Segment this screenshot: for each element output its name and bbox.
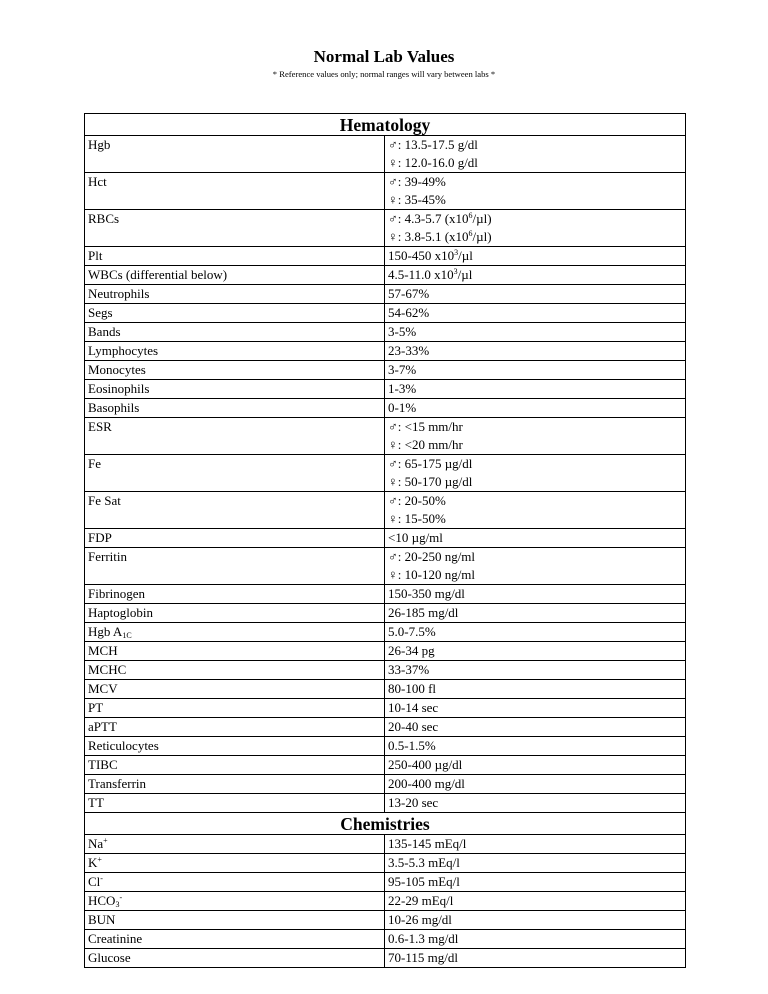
table-row xyxy=(85,492,686,529)
test-name: Segs xyxy=(85,304,385,323)
test-name: Cl- xyxy=(85,873,385,892)
section-heading: Chemistries xyxy=(85,813,686,835)
section-header-row xyxy=(85,114,686,136)
table-row xyxy=(85,399,686,418)
reference-range xyxy=(385,548,686,585)
range-line: <10 µg/ml xyxy=(388,530,443,545)
test-name: Transferrin xyxy=(85,775,385,794)
reference-range xyxy=(385,604,686,623)
reference-range xyxy=(385,911,686,930)
test-name: WBCs (differential below) xyxy=(85,266,385,285)
test-name: Ferritin xyxy=(85,548,385,585)
range-line: 135-145 mEq/l xyxy=(388,836,467,851)
table-row xyxy=(85,737,686,756)
reference-range xyxy=(385,399,686,418)
reference-range xyxy=(385,529,686,548)
range-line: 200-400 mg/dl xyxy=(388,776,465,791)
reference-range xyxy=(385,266,686,285)
test-name: Na+ xyxy=(85,835,385,854)
range-line: 0-1% xyxy=(388,400,417,415)
table-row xyxy=(85,718,686,737)
table-row xyxy=(85,661,686,680)
test-name: Haptoglobin xyxy=(85,604,385,623)
table-row xyxy=(85,642,686,661)
table-row xyxy=(85,548,686,585)
table-row xyxy=(85,854,686,873)
range-line: 3-5% xyxy=(388,324,417,339)
lab-values-table xyxy=(84,113,686,968)
test-name: $HCO_3^-$ xyxy=(85,892,385,911)
test-name: BUN xyxy=(85,911,385,930)
test-name: Hct xyxy=(85,173,385,210)
reference-range xyxy=(385,210,686,247)
range-line: ♂: <15 mm/hr xyxy=(388,419,463,434)
reference-range xyxy=(385,361,686,380)
test-name: Fe xyxy=(85,455,385,492)
test-name: ESR xyxy=(85,418,385,455)
range-line: 0.6-1.3 mg/dl xyxy=(388,931,459,946)
table-row xyxy=(85,136,686,173)
range-line: ♀: 50-170 µg/dl xyxy=(388,474,473,489)
section-heading: Hematology xyxy=(85,114,686,136)
test-name: Eosinophils xyxy=(85,380,385,399)
table-row xyxy=(85,173,686,210)
range-line: 33-37% xyxy=(388,662,430,677)
table-row xyxy=(85,949,686,968)
test-name: Plt xyxy=(85,247,385,266)
range-line: 5.0-7.5% xyxy=(388,624,436,639)
table-row xyxy=(85,247,686,266)
reference-range xyxy=(385,949,686,968)
table-row xyxy=(85,304,686,323)
reference-range xyxy=(385,854,686,873)
reference-range xyxy=(385,737,686,756)
range-line: ♀: 3.8-5.1 $(x10^6/\mu l)$ xyxy=(388,229,492,244)
reference-range xyxy=(385,136,686,173)
table-row xyxy=(85,892,686,911)
reference-range xyxy=(385,775,686,794)
table-row xyxy=(85,361,686,380)
test-name: K+ xyxy=(85,854,385,873)
reference-range xyxy=(385,661,686,680)
reference-range xyxy=(385,285,686,304)
table-row xyxy=(85,585,686,604)
range-line: 57-67% xyxy=(388,286,430,301)
page-title: Normal Lab Values xyxy=(313,47,455,66)
table-row xyxy=(85,911,686,930)
test-name: Bands xyxy=(85,323,385,342)
reference-range xyxy=(385,418,686,455)
test-name: Fibrinogen xyxy=(85,585,385,604)
reference-range xyxy=(385,794,686,813)
range-line: 70-115 mg/dl xyxy=(388,950,458,965)
test-name: Fe Sat xyxy=(85,492,385,529)
range-line: 3.5-5.3 mEq/l xyxy=(388,855,460,870)
test-name: Neutrophils xyxy=(85,285,385,304)
reference-range xyxy=(385,892,686,911)
table-row xyxy=(85,699,686,718)
reference-range xyxy=(385,304,686,323)
page-subtitle: * Reference values only; normal ranges will vary between labs * xyxy=(272,69,496,79)
table-row xyxy=(85,623,686,642)
reference-range xyxy=(385,873,686,892)
reference-range xyxy=(385,642,686,661)
range-line: 95-105 mEq/l xyxy=(388,874,460,889)
table-row xyxy=(85,529,686,548)
table-row xyxy=(85,794,686,813)
table-row xyxy=(85,604,686,623)
test-name: Hgb xyxy=(85,136,385,173)
test-name: aPTT xyxy=(85,718,385,737)
table-row xyxy=(85,380,686,399)
range-line: ♀: 15-50% xyxy=(388,511,446,526)
section-header-row xyxy=(85,813,686,835)
range-line: 150-450 $x10^3/\mu l$ xyxy=(388,248,473,263)
reference-range xyxy=(385,718,686,737)
reference-range xyxy=(385,756,686,775)
range-line: 10-26 mg/dl xyxy=(388,912,452,927)
table-row xyxy=(85,323,686,342)
range-line: 26-185 mg/dl xyxy=(388,605,459,620)
range-line: 0.5-1.5% xyxy=(388,738,436,753)
test-name: Basophils xyxy=(85,399,385,418)
range-line: ♀: 10-120 ng/ml xyxy=(388,567,476,582)
table-row xyxy=(85,285,686,304)
reference-range xyxy=(385,492,686,529)
reference-range xyxy=(385,380,686,399)
test-name: MCHC xyxy=(85,661,385,680)
range-line: 54-62% xyxy=(388,305,430,320)
test-name: Reticulocytes xyxy=(85,737,385,756)
reference-range xyxy=(385,623,686,642)
table-row xyxy=(85,418,686,455)
range-line: 3-7% xyxy=(388,362,417,377)
reference-range xyxy=(385,323,686,342)
test-name: PT xyxy=(85,699,385,718)
range-line: 13-20 sec xyxy=(388,795,439,810)
reference-range xyxy=(385,342,686,361)
reference-range xyxy=(385,680,686,699)
table-row xyxy=(85,756,686,775)
reference-range xyxy=(385,455,686,492)
range-line: ♂: 13.5-17.5 g/dl xyxy=(388,137,478,152)
table-row xyxy=(85,775,686,794)
test-name: TT xyxy=(85,794,385,813)
table-row xyxy=(85,680,686,699)
range-line: 26-34 pg xyxy=(388,643,435,658)
table-row xyxy=(85,455,686,492)
reference-range xyxy=(385,247,686,266)
table-row xyxy=(85,835,686,854)
test-name: TIBC xyxy=(85,756,385,775)
range-line: 23-33% xyxy=(388,343,430,358)
range-line: 20-40 sec xyxy=(388,719,439,734)
test-name: Lymphocytes xyxy=(85,342,385,361)
reference-range xyxy=(385,699,686,718)
table-row xyxy=(85,342,686,361)
test-name: Monocytes xyxy=(85,361,385,380)
reference-range xyxy=(385,173,686,210)
test-name: FDP xyxy=(85,529,385,548)
table-row xyxy=(85,210,686,247)
reference-range xyxy=(385,835,686,854)
test-name: MCV xyxy=(85,680,385,699)
range-line: 1-3% xyxy=(388,381,417,396)
range-line: 80-100 fl xyxy=(388,681,437,696)
range-line: 10-14 sec xyxy=(388,700,439,715)
test-name: Hgb $A_{1C}$ xyxy=(85,623,385,642)
reference-range xyxy=(385,930,686,949)
test-name: Glucose xyxy=(85,949,385,968)
reference-range xyxy=(385,585,686,604)
range-line: 150-350 mg/dl xyxy=(388,586,465,601)
range-line: ♂: 20-250 ng/ml xyxy=(388,549,476,564)
range-line: ♂: 39-49% xyxy=(388,174,446,189)
range-line: 250-400 µg/dl xyxy=(388,757,463,772)
range-line: ♂: 4.3-5.7 $(x10^6/\mu l)$ xyxy=(388,211,492,226)
table-row xyxy=(85,266,686,285)
test-name: Creatinine xyxy=(85,930,385,949)
test-name: MCH xyxy=(85,642,385,661)
test-name: RBCs xyxy=(85,210,385,247)
range-line: 22-29 mEq/l xyxy=(388,893,454,908)
range-line: ♂: 20-50% xyxy=(388,493,446,508)
range-line: ♀: <20 mm/hr xyxy=(388,437,463,452)
range-line: ♀: 12.0-16.0 g/dl xyxy=(388,155,478,170)
range-line: ♀: 35-45% xyxy=(388,192,446,207)
range-line: 4.5-11.0 $x10^3/\mu l$ xyxy=(388,267,473,282)
range-line: ♂: 65-175 µg/dl xyxy=(388,456,473,471)
table-row xyxy=(85,873,686,892)
table-row xyxy=(85,930,686,949)
